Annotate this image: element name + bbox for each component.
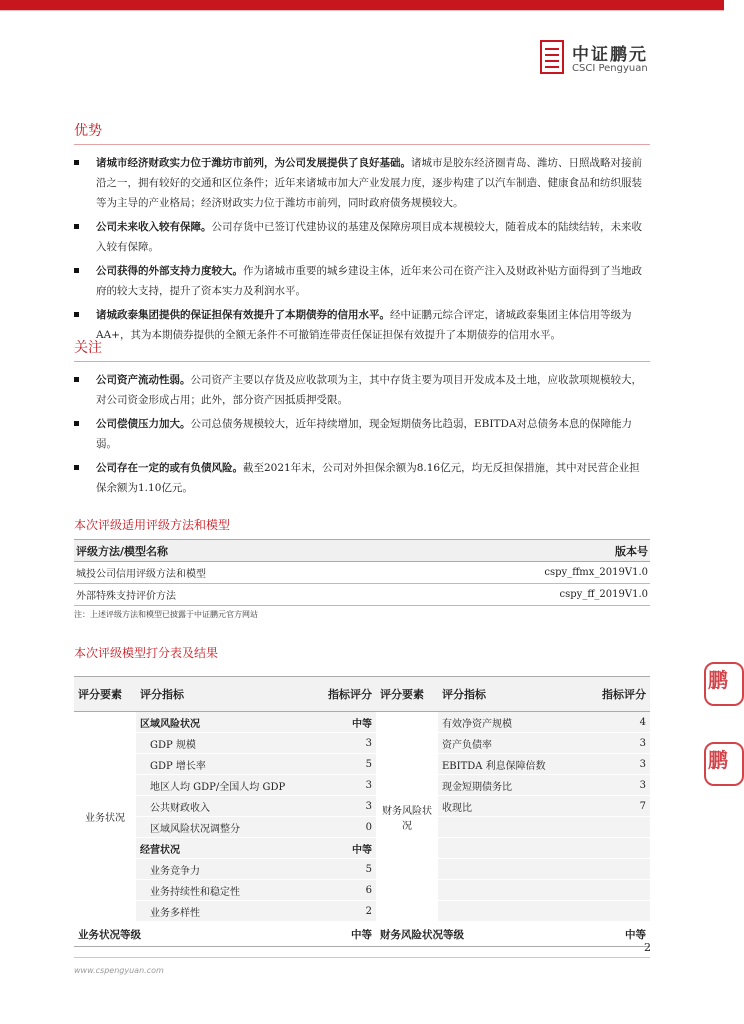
bullet-icon <box>74 312 79 317</box>
concerns-section <box>74 337 650 502</box>
table-row: 公共财政收入 3 收现比 7 <box>74 796 650 817</box>
strength-item: 公司获得的外部支持力度较大。作为诸城市重要的城乡建设主体，近年来公司在资产注入及财政补贴方面得到了当地政府的较大支持，提升了资本实力及利润水平。 <box>74 261 650 301</box>
method-section <box>74 516 650 620</box>
strength-item: 公司未来收入较有保障。公司存货中已签订代建协议的基建及保障房项目成本规模较大，随着成本的陆续结转，未来收入较有保障。 <box>74 217 650 257</box>
bullet-icon <box>74 160 79 165</box>
method-header-name: 评级方法/模型名称 <box>74 540 393 562</box>
method-table-title: 本次评级适用评级方法和模型 <box>74 518 231 532</box>
concerns-title: 关注 <box>74 340 102 356</box>
concern-item: 公司存在一定的或有负债风险。截至2021年末，公司对外担保余额为8.16亿元，均无反担保措施，其中对民营企业担保余额为1.10亿元。 <box>74 458 650 498</box>
table-row: 业务多样性 2 <box>74 901 650 922</box>
score-header: 指标评分 <box>314 677 376 712</box>
table-row: 业务状况 区域风险状况 中等 财务风险状况 有效净资产规模 4 <box>74 712 650 733</box>
top-accent-bar <box>0 0 724 10</box>
logo-chinese-name: 中证鹏元 <box>572 45 648 65</box>
strengths-title: 优势 <box>74 123 102 139</box>
score-table <box>74 676 650 947</box>
footer-url: www.cspengyuan.com <box>74 966 164 975</box>
left-group-label: 业务状况 <box>74 712 136 922</box>
table-row: 业务持续性和稳定性 6 <box>74 880 650 901</box>
table-row: 区域风险状况调整分 0 <box>74 817 650 838</box>
company-logo <box>540 40 660 80</box>
concern-item: 公司资产流动性弱。公司资产主要以存货及应收款项为主，其中存货主要为项目开发成本及土地，应收款项规模较大，对公司资金形成占用；此外，部分资产因抵质押受限。 <box>74 370 650 410</box>
score-header: 评分要素 <box>376 677 438 712</box>
score-table-title: 本次评级模型打分表及结果 <box>74 646 219 660</box>
page-number: 2 <box>644 941 651 954</box>
right-group-label: 财务风险状况 <box>376 712 438 922</box>
method-table <box>74 539 650 606</box>
strengths-section <box>74 120 650 349</box>
section-divider <box>74 144 650 145</box>
score-header: 评分要素 <box>74 677 136 712</box>
strength-item: 诸城市经济财政实力位于潍坊市前列，为公司发展提供了良好基础。诸城市是胶东经济圈青岛、潍坊、日照战略对接前沿之一，拥有较好的交通和区位条件；近年来诸城市加大产业发展力度，逐步构建了以汽车制造、健康食品和纺织服装等为主导的产业格局；经济财政实力位于潍坊市前列，同时政府债务规模较大。 <box>74 153 650 213</box>
method-header-version: 版本号 <box>393 540 650 562</box>
seal-stamp: 鹏 <box>704 742 744 786</box>
footer-divider <box>74 957 650 958</box>
concern-item: 公司偿债压力加大。公司总债务规模较大，近年持续增加，现金短期债务比趋弱，EBITDA对总债务本息的保障能力弱。 <box>74 414 650 454</box>
score-header: 评分指标 <box>438 677 588 712</box>
method-note: 注：上述评级方法和模型已披露于中证鹏元官方网站 <box>74 610 258 619</box>
logo-english-name: CSCI Pengyuan <box>572 63 648 74</box>
table-row: 业务竞争力 5 <box>74 859 650 880</box>
bullet-icon <box>74 377 79 382</box>
bullet-icon <box>74 465 79 470</box>
seal-stamp: 鹏 <box>704 662 744 706</box>
bullet-icon <box>74 224 79 229</box>
top-accent-stripe <box>0 10 724 11</box>
section-divider <box>74 361 650 362</box>
table-row: 城投公司信用评级方法和模型 cspy_ffmx_2019V1.0 <box>74 562 650 584</box>
table-row: GDP 增长率 5 EBITDA 利息保障倍数 3 <box>74 754 650 775</box>
table-row: 地区人均 GDP/全国人均 GDP 3 现金短期债务比 3 <box>74 775 650 796</box>
table-row: GDP 规模 3 资产负债率 3 <box>74 733 650 754</box>
table-row: 外部特殊支持评价方法 cspy_ff_2019V1.0 <box>74 584 650 606</box>
table-row: 经营状况 中等 <box>74 838 650 859</box>
bullet-icon <box>74 268 79 273</box>
logo-mark-icon <box>540 40 564 74</box>
strength-item: 诸城政泰集团提供的保证担保有效提升了本期债券的信用水平。经中证鹏元综合评定，诸城政泰集团主体信用等级为AA+，其为本期债券提供的全额无条件不可撤销连带责任保证担保有效提升了本期债券的信用水平。 <box>74 305 650 345</box>
score-header: 评分指标 <box>136 677 314 712</box>
score-footer-row: 业务状况等级 中等 财务风险状况等级 中等 <box>74 922 650 947</box>
bullet-icon <box>74 421 79 426</box>
score-section <box>74 644 650 947</box>
score-header: 指标评分 <box>588 677 650 712</box>
